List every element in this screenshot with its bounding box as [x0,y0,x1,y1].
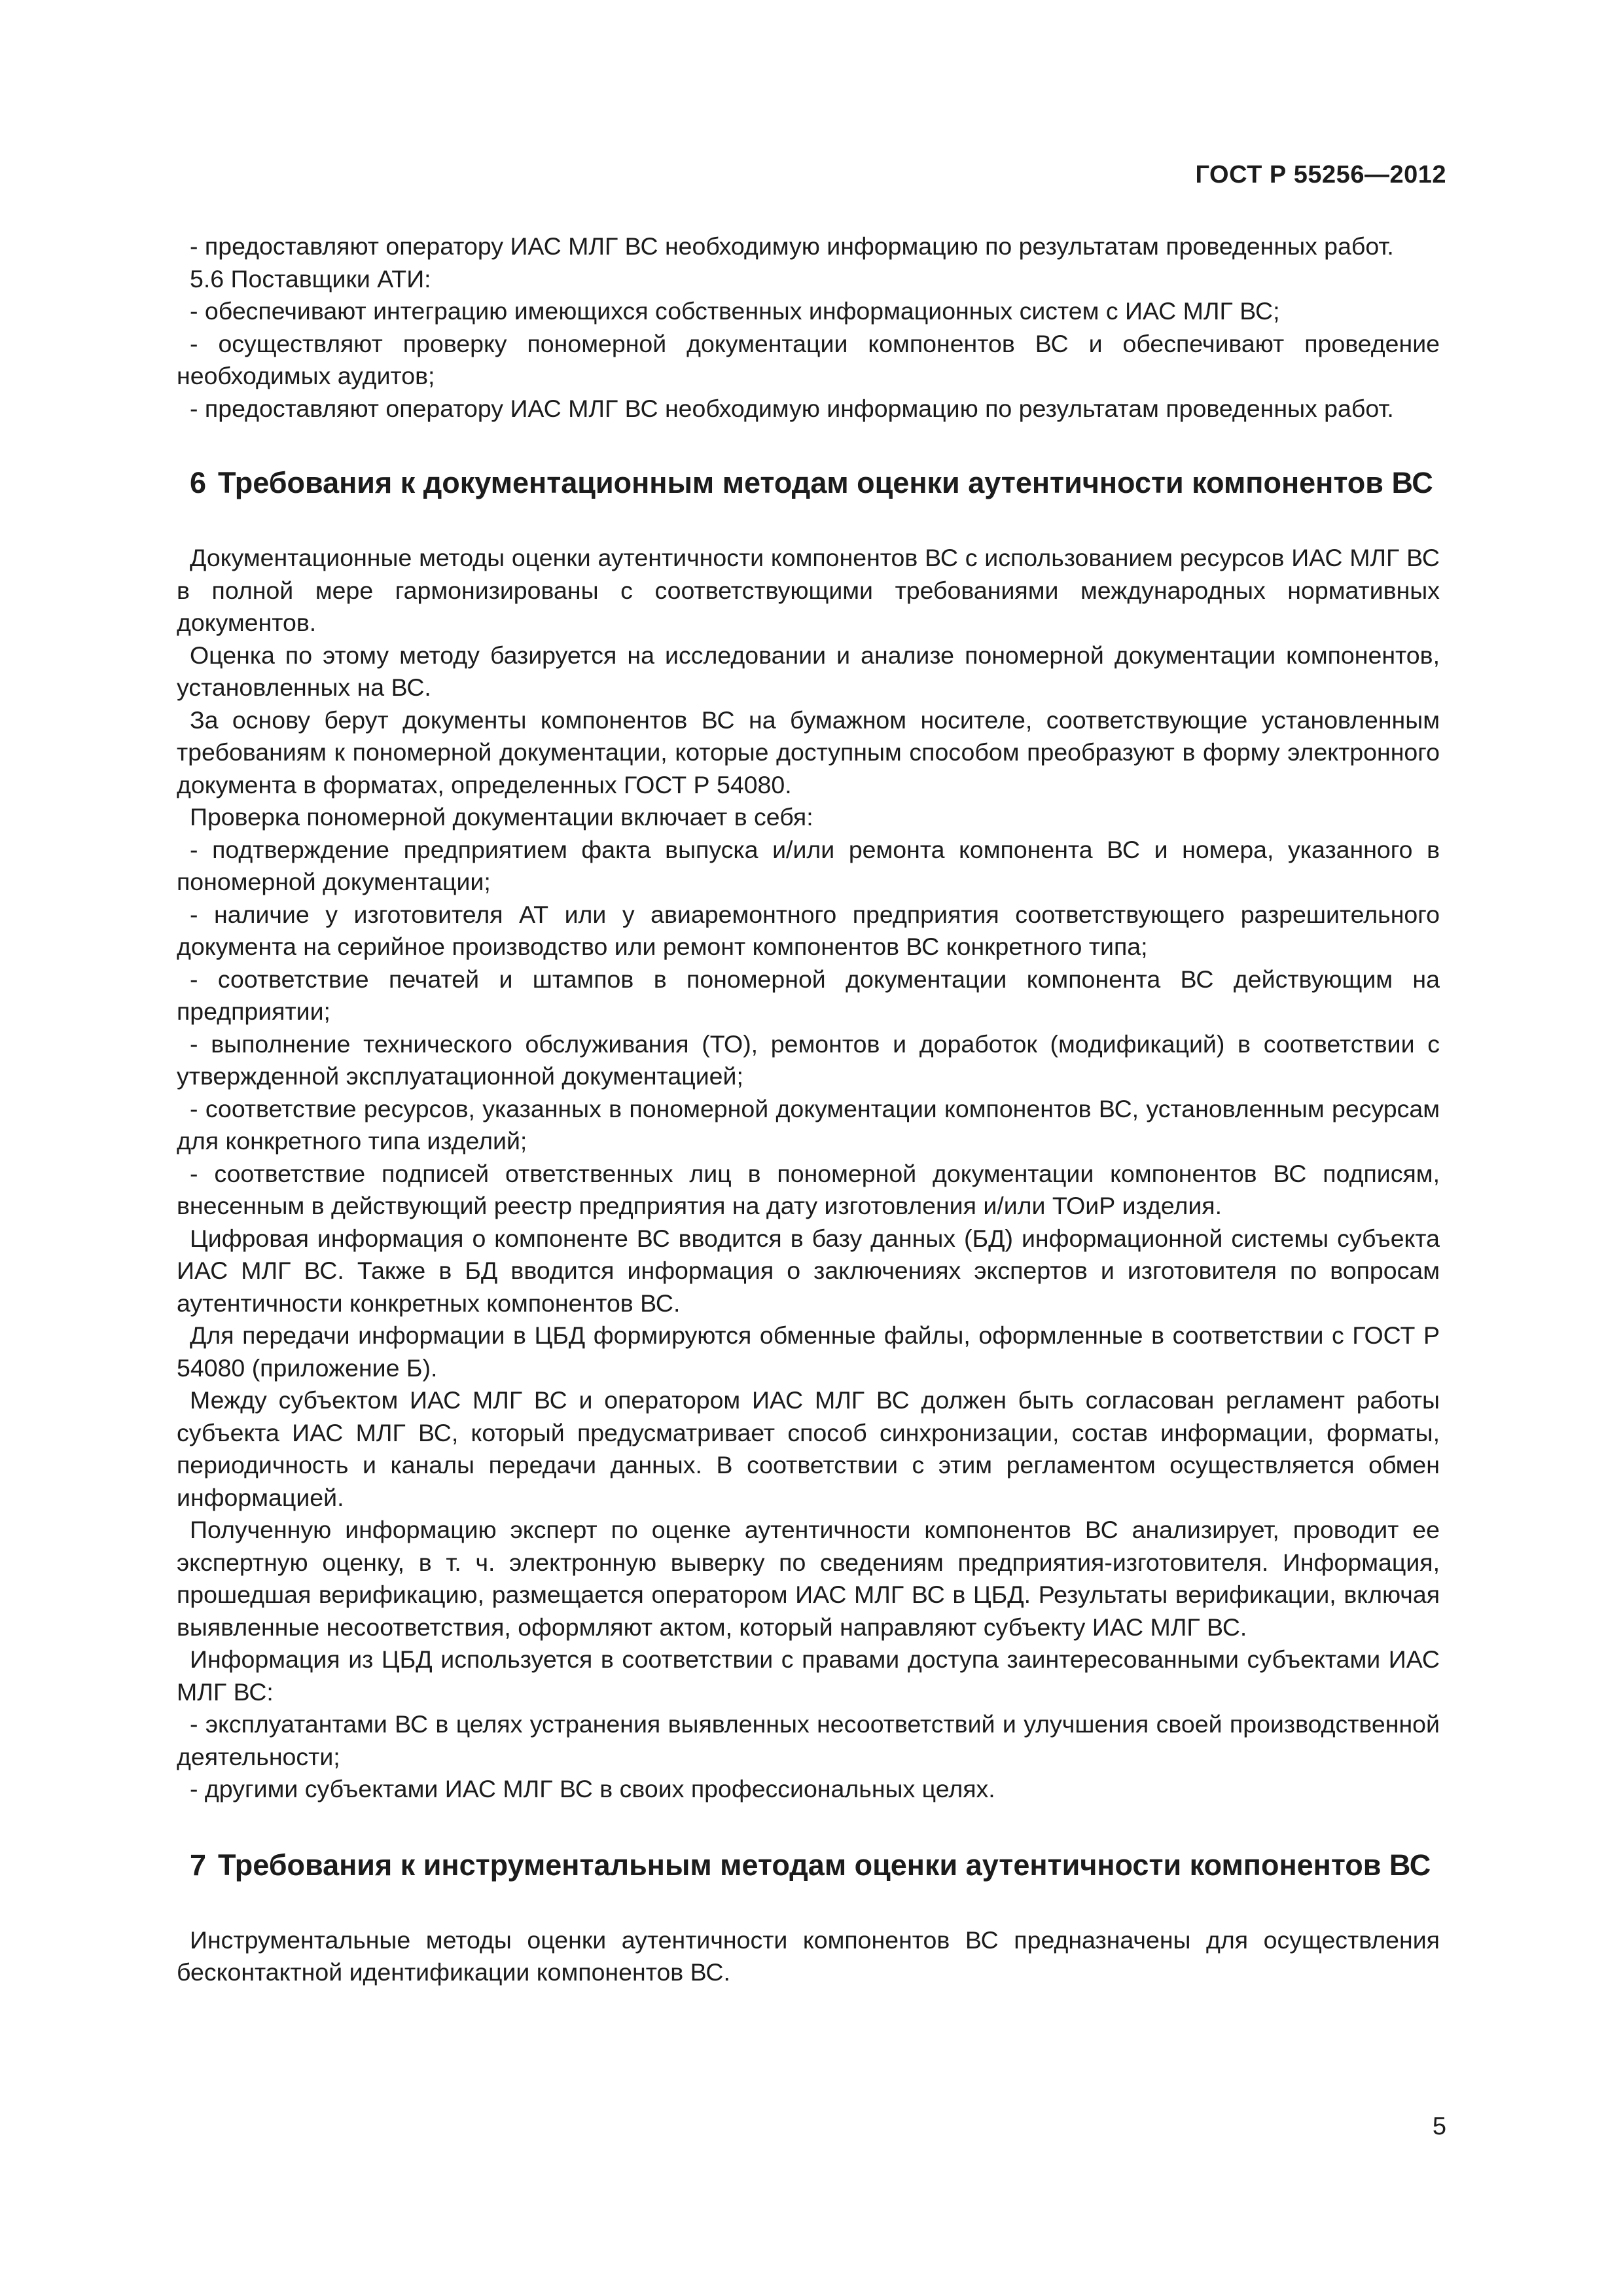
section-7-number: 7 [190,1848,207,1882]
section-6-body [177,542,1440,1806]
paragraph: Информация из ЦБД используется в соответствии с правами доступа заинтересованными субъектами ИАС МЛГ ВС: [177,1645,1440,1706]
page-body [177,230,1440,1989]
list-item: - выполнение технического обслуживания (ТО), ремонтов и доработок (модификаций) в соответствии с утвержденной эксплуатационной документацией; [177,1030,1440,1090]
paragraph: Для передачи информации в ЦБД формируются обменные файлы, оформленные в соответствии с ГОСТ Р 54080 (приложение Б). [177,1321,1440,1382]
clause-5-6-heading: 5.6 Поставщики АТИ: [190,264,431,293]
section-6-number: 6 [190,466,207,499]
list-item: - обеспечивают интеграцию имеющихся собственных информационных систем с ИАС МЛГ ВС; [190,297,1280,325]
list-item: - соответствие печатей и штампов в пономерной документации компонента ВС действующим на предприятии; [177,965,1440,1025]
list-item: - наличие у изготовителя АТ или у авиаремонтного предприятия соответствующего разрешительного документа на серийное производство или ремонт компонентов ВС конкретного типа; [177,900,1440,960]
list-item: - соответствие подписей ответственных лиц в пономерной документации компонентов ВС подписям, внесенным в действующий реестр предприятия на дату изготовления и/или ТОиР изделия. [177,1159,1440,1219]
section-5-continuation [177,230,1440,425]
section-6-title: Требования к документационным методам оценки аутентичности компонентов ВС [218,466,1433,499]
list-item: - предоставляют оператору ИАС МЛГ ВС необходимую информацию по результатам проведенных работ. [190,394,1394,422]
section-7-title: Требования к инструментальным методам оценки аутентичности компонентов ВС [218,1848,1431,1882]
page-number: 5 [1432,2113,1446,2140]
paragraph: Инструментальные методы оценки аутентичности компонентов ВС предназначены для осуществления бесконтактной идентификации компонентов ВС. [177,1926,1440,1986]
paragraph: За основу берут документы компонентов ВС на бумажном носителе, соответствующие установленным требованиям к пономерной документации, которые доступным способом преобразуют в форму электронного документа в форматах, определенных ГОСТ Р 54080. [177,706,1440,798]
section-7-heading [177,1846,1440,1884]
list-item: - подтверждение предприятием факта выпуска и/или ремонта компонента ВС и номера, указанного в пономерной документации; [177,835,1440,895]
paragraph: Полученную информацию эксперт по оценке аутентичности компонентов ВС анализирует, проводит ее экспертную оценку, в т. ч. электронную выверку по сведениям предприятия-изготовителя. Информация, прошедшая верификацию, размещается оператором ИАС МЛГ ВС в ЦБД. Результаты верификации, включая выявленные несоответствия, оформляют актом, который направляют субъекту ИАС МЛГ ВС. [177,1516,1440,1641]
list-item: - осуществляют проверку пономерной документации компонентов ВС и обеспечивают проведение необходимых аудитов; [177,329,1440,389]
paragraph: Проверка пономерной документации включает в себя: [190,803,813,831]
list-item: - эксплуатантами ВС в целях устранения выявленных несоответствий и улучшения своей производственной деятельности; [177,1710,1440,1770]
list-item: - предоставляют оператору ИАС МЛГ ВС необходимую информацию по результатам проведенных работ. [190,232,1394,260]
section-6-heading [177,464,1440,501]
list-item: - другими субъектами ИАС МЛГ ВС в своих профессиональных целях. [190,1775,995,1803]
document-number-header: ГОСТ Р 55256—2012 [1195,161,1446,188]
paragraph: Оценка по этому методу базируется на исследовании и анализе пономерной документации компонентов, установленных на ВС. [177,641,1440,701]
list-item: - соответствие ресурсов, указанных в пономерной документации компонентов ВС, установленным ресурсам для конкретного типа изделий; [177,1094,1440,1155]
paragraph: Документационные методы оценки аутентичности компонентов ВС с использованием ресурсов ИАС МЛГ ВС в полной мере гармонизированы с соответствующими требованиями международных нормативных документов. [177,544,1440,636]
paragraph: Между субъектом ИАС МЛГ ВС и оператором ИАС МЛГ ВС должен быть согласован регламент работы субъекта ИАС МЛГ ВС, который предусматривает способ синхронизации, состав информации, форматы, периодичность и каналы передачи данных. В соответствии с этим регламентом осуществляется обмен информацией. [177,1386,1440,1511]
section-7-body [177,1924,1440,1989]
paragraph: Цифровая информация о компоненте ВС вводится в базу данных (БД) информационной системы субъекта ИАС МЛГ ВС. Также в БД вводится информация о заключениях экспертов и изготовителя по вопросам аутентичности конкретных компонентов ВС. [177,1224,1440,1317]
